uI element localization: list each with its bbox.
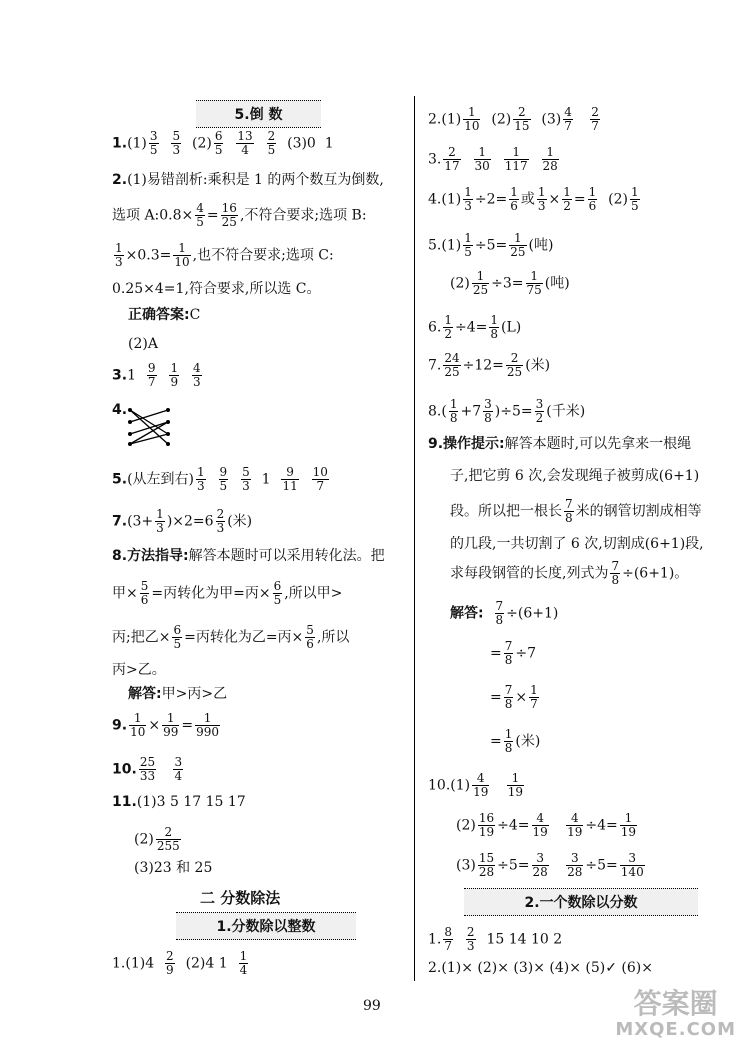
- left-q10: 10. $\frac{25}{33}$ $\frac{3}{4}$: [112, 755, 183, 783]
- left-q8-line1: 8.方法指导:解答本题时可以采用转化法。把: [112, 548, 385, 564]
- right-q5-part1: 5.(1) $\frac{1}{5}$ ÷5= $\frac{1}{25}$ (吨): [428, 231, 554, 259]
- right-q5-part2: (2) $\frac{1}{25}$ ÷3= $\frac{1}{75}$ (吨): [450, 269, 570, 297]
- left-q5: 5.(从左到右) $\frac{1}{3}$ $\frac{9}{5}$ $\frac{5}{3}$ 1 $\frac{9}{11}$ $\frac{10}{7}$: [112, 465, 328, 493]
- section-title-fraction-divide-integer: 1.分数除以整数: [176, 912, 356, 940]
- left-q2-answer: 正确答案:C: [128, 307, 201, 323]
- right-q7: 7. $\frac{24}{25}$ ÷12= $\frac{2}{25}$ (米): [428, 351, 551, 379]
- right-q10-part1: 10.(1) $\frac{4}{19}$ $\frac{1}{19}$: [428, 771, 524, 799]
- left-q11-part2: (2) $\frac{2}{255}$: [134, 825, 180, 853]
- left-q2-line1: 2.(1)易错剖析:乘积是 1 的两个数互为倒数,: [112, 172, 384, 188]
- left-q2-line4: 0.25×4=1,符合要求,所以选 C。: [112, 281, 321, 297]
- column-divider: [414, 96, 415, 981]
- right-q3: 3. $\frac{2}{17}$ $\frac{1}{30}$ $\frac{1}{117}$ $\frac{1}{28}$: [428, 145, 558, 173]
- section-title-divide-by-fraction: 2.一个数除以分数: [464, 888, 698, 916]
- right-q9-solution4: = $\frac{1}{8}$ (米): [490, 727, 541, 755]
- right-q8: 8.( $\frac{1}{8}$ +7 $\frac{3}{8}$ )÷5= $\frac{3}{2}$ (千米): [428, 397, 586, 425]
- right-q2: 2.(1) $\frac{1}{10}$ (2) $\frac{2}{15}$ (3) $\frac{4}{7}$ $\frac{2}{7}$: [428, 105, 599, 133]
- right-q4: 4.(1) $\frac{1}{3}$ ÷2= $\frac{1}{6}$ 或 $\frac{1}{3}$ × $\frac{1}{2}$ = $\frac{1}{6}$ (2) $\frac{1}{5}$: [428, 185, 639, 213]
- left-q1: 1.(1) $\frac{3}{5}$ $\frac{5}{3}$ (2) $\frac{6}{5}$ $\frac{13}{4}$ $\frac{2}{5}$ (3)0 1: [112, 129, 334, 157]
- right-q9-line4: 的几段,一共切割了 6 次,切割成(6+1)段,: [450, 536, 704, 552]
- right-s2-q2: 2.(1)× (2)× (3)× (4)× (5)✓ (6)×: [428, 960, 653, 976]
- left-q2-part2: (2)A: [128, 336, 158, 352]
- right-q9-line1: 9.操作提示:解答本题时,可以先拿来一根绳: [428, 436, 692, 452]
- section-title-reciprocal: 5.倒 数: [196, 100, 321, 128]
- left-q7: 7.(3+ $\frac{1}{3}$ )×2=6 $\frac{2}{3}$ (米): [112, 507, 253, 535]
- right-q9-line2: 子,把它剪 6 次,会发现绳子被剪成(6+1): [450, 468, 700, 484]
- left-q8-answer: 解答:甲>丙>乙: [128, 686, 228, 702]
- chapter-title: 二 分数除法: [200, 889, 281, 907]
- right-q6: 6. $\frac{1}{2}$ ÷4= $\frac{1}{8}$ (L): [428, 313, 522, 341]
- right-q9-solution3: = $\frac{7}{8}$ × $\frac{1}{7}$: [490, 683, 538, 711]
- matching-lines-diagram: [124, 404, 174, 450]
- left-q8-line2: 甲× $\frac{5}{6}$ =丙转化为甲=丙× $\frac{6}{5}$ ,所以甲>: [112, 579, 343, 607]
- right-q10-part3: (3) $\frac{15}{28}$ ÷5= $\frac{3}{28}$ $\frac{3}{28}$ ÷5= $\frac{3}{140}$: [456, 851, 644, 879]
- right-q9-line5: 求每段钢管的长度,列式为 $\frac{7}{8}$ ÷(6+1)。: [450, 559, 689, 587]
- left-q9: 9. $\frac{1}{10}$ × $\frac{1}{99}$ = $\frac{1}{990}$: [112, 711, 219, 739]
- page-number: 99: [363, 998, 381, 1014]
- left-q4-label: 4.: [112, 402, 128, 418]
- watermark: 答案圈 MXQE.COM: [615, 987, 736, 1040]
- left-q2-line3: $\frac{1}{3}$ ×0.3= $\frac{1}{10}$ ,也不符合要求;选项 C:: [115, 241, 334, 269]
- right-q9-solution2: = $\frac{7}{8}$ ÷7: [490, 639, 537, 667]
- left-q11-part1: 11.(1)3 5 17 15 17: [112, 794, 246, 810]
- left-q2-line2: 选项 A:0.8× $\frac{4}{5}$ = $\frac{16}{25}$ ,不符合要求;选项 B:: [112, 201, 367, 229]
- left-q8-line3: 丙;把乙× $\frac{6}{5}$ =丙转化为乙=丙× $\frac{5}{6}$ ,所以: [112, 623, 350, 651]
- left-s1-q1: 1.(1)4 $\frac{2}{9}$ (2)4 1 $\frac{1}{4}$: [112, 949, 248, 977]
- right-q9-solution1: 解答: $\frac{7}{8}$ ÷(6+1): [450, 599, 559, 627]
- left-q11-part3: (3)23 和 25: [134, 860, 213, 876]
- left-q3: 3.1 $\frac{9}{7}$ $\frac{1}{9}$ $\frac{4}{3}$: [112, 361, 201, 389]
- right-q9-line3: 段。所以把一根长 $\frac{7}{8}$ 米的钢管切割成相等: [450, 497, 702, 525]
- right-q10-part2: (2) $\frac{16}{19}$ ÷4= $\frac{4}{19}$ $\frac{4}{19}$ ÷4= $\frac{1}{19}$: [456, 811, 637, 839]
- right-s2-q1: 1. $\frac{8}{7}$ $\frac{2}{3}$ 15 14 10 2: [428, 925, 563, 953]
- left-q8-line4: 丙>乙。: [112, 662, 166, 678]
